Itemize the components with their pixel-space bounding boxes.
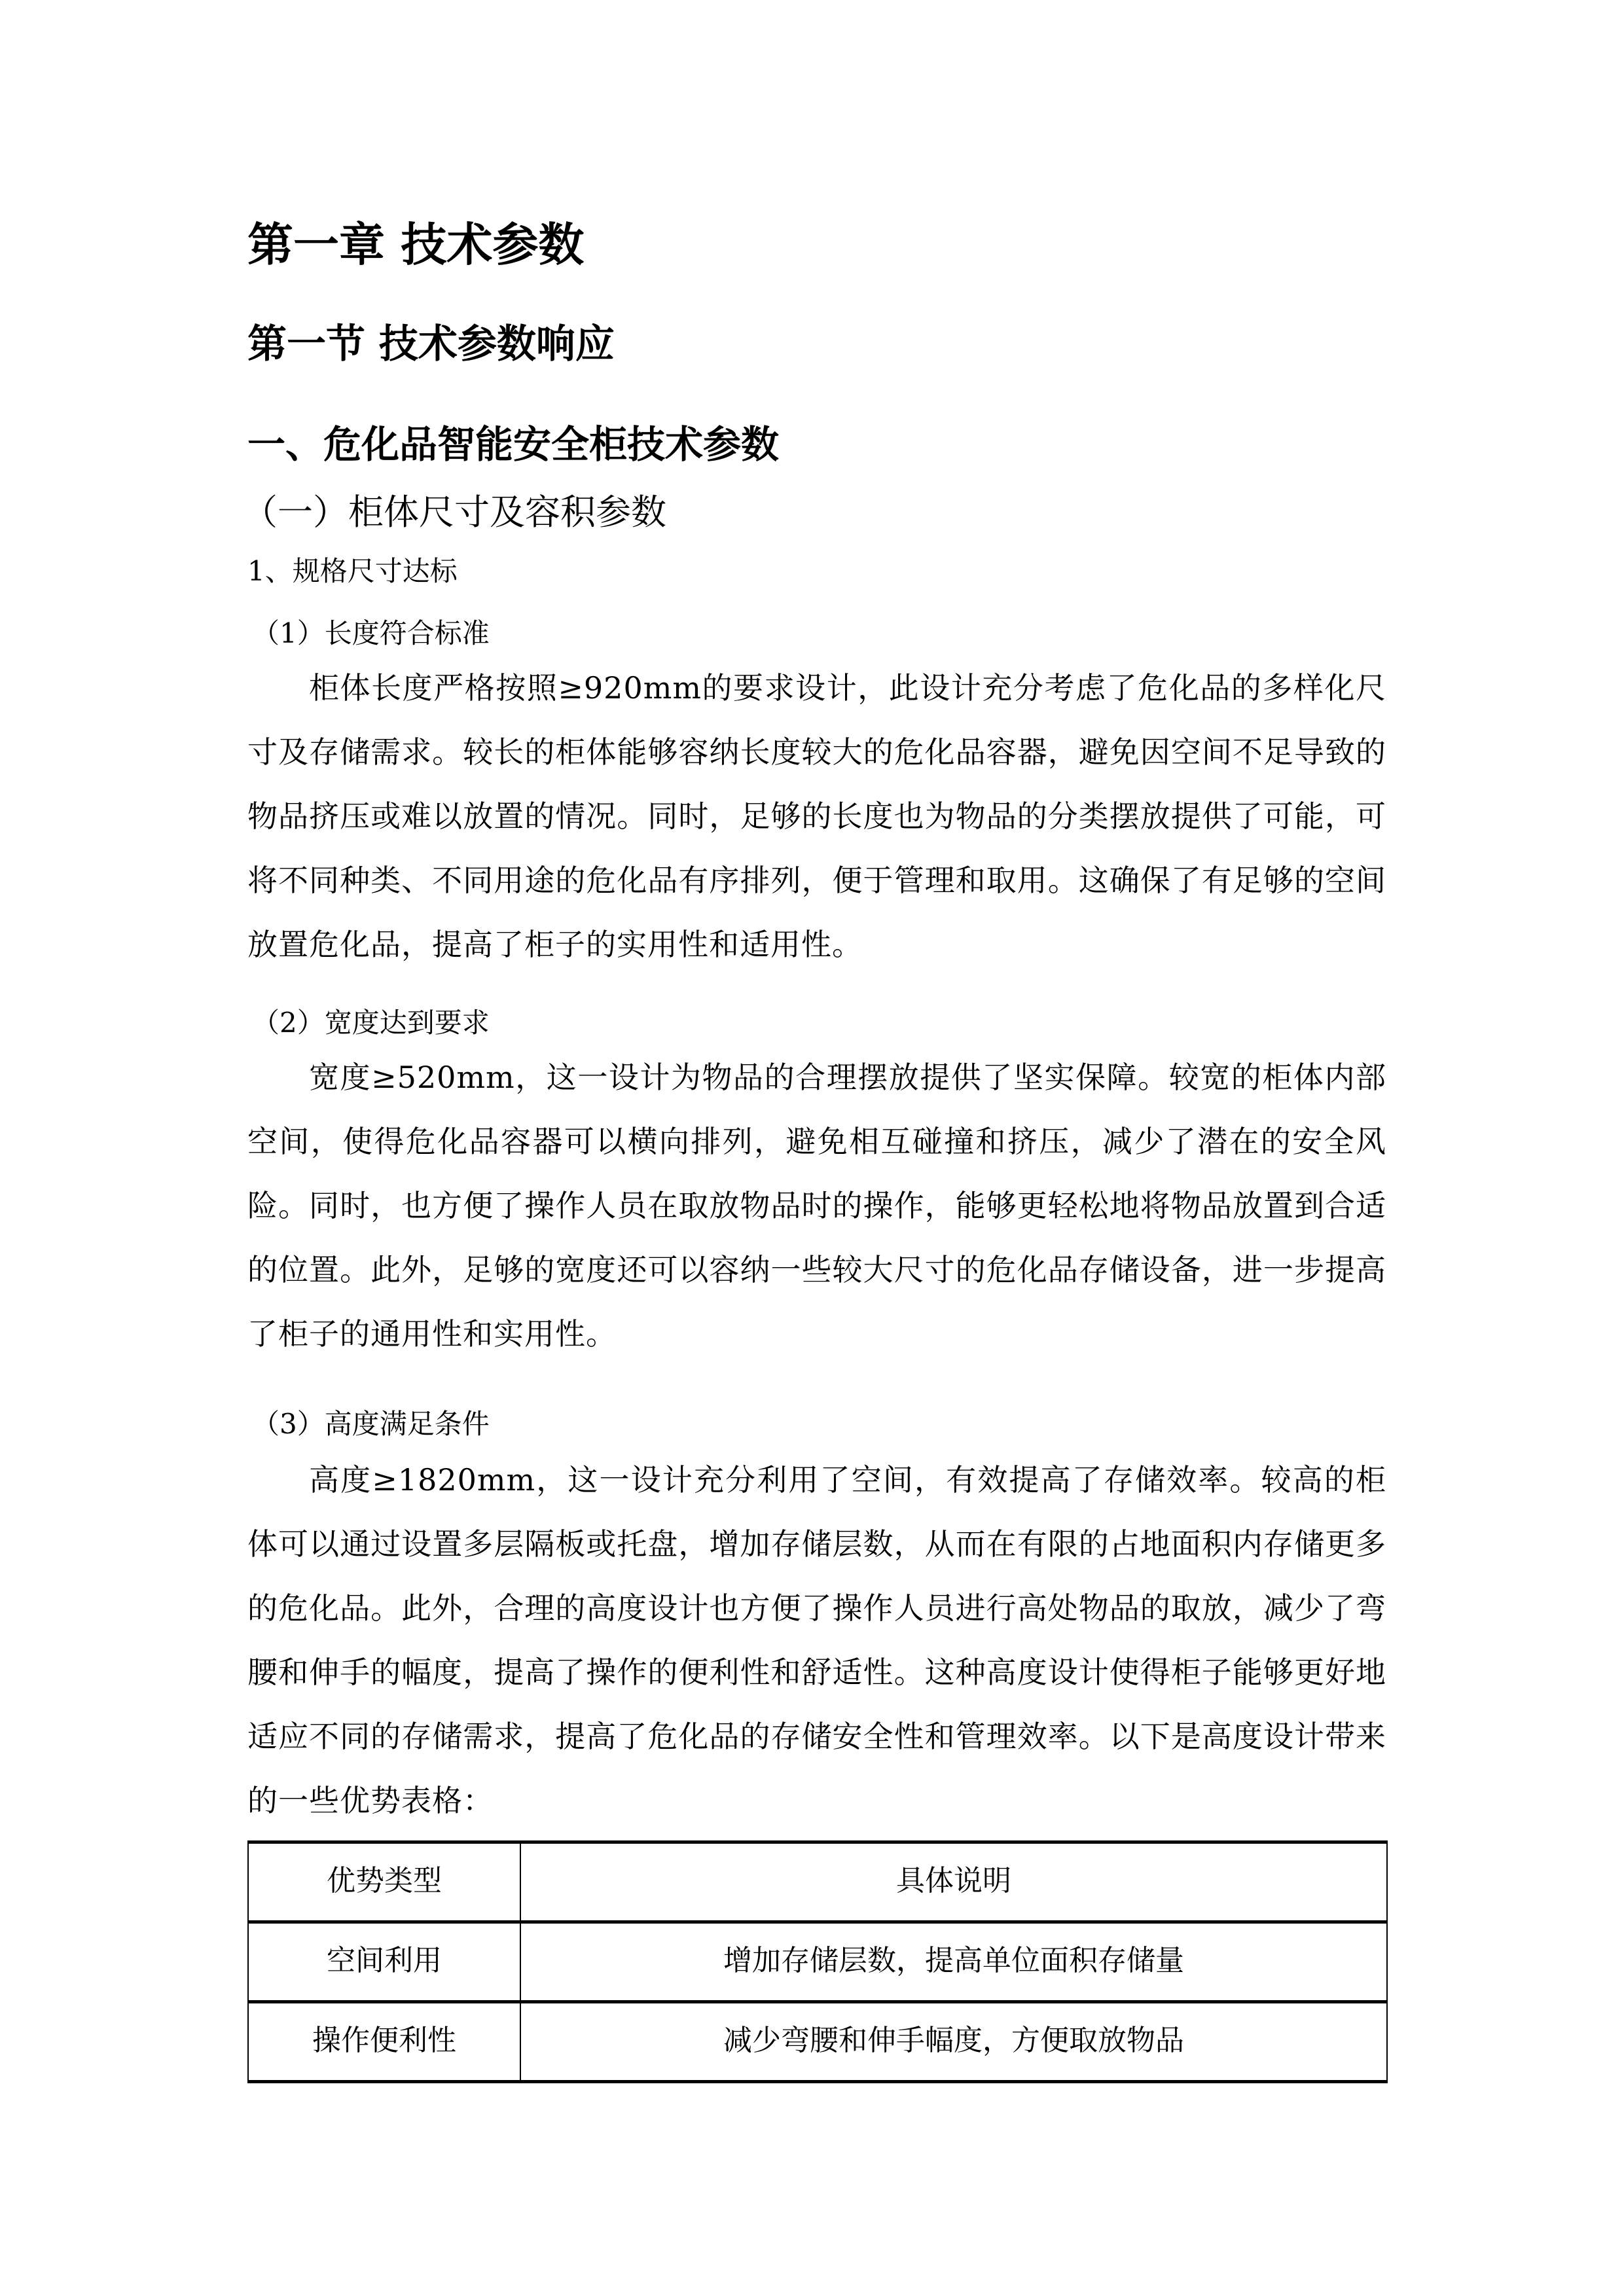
table-cell: 空间利用 — [248, 1922, 520, 2002]
table-cell: 增加存储层数，提高单位面积存储量 — [520, 1922, 1387, 2002]
advantages-table — [247, 1840, 1388, 2083]
part-title: （一）柜体尺寸及容积参数 — [242, 492, 666, 533]
length-paragraph: 柜体长度严格按照≥920mm的要求设计，此设计充分考虑了危化品的多样化尺寸及存储需求。较长的柜体能够容纳长度较大的危化品容器，避免因空间不足导致的物品挤压或难以放置的情况。同时，足够的长度也为物品的分类摆放提供了可能，可将不同种类、不同用途的危化品有序排列，便于管理和取用。这确保了有足够的空间放置危化品，提高了柜子的实用性和适用性。 — [247, 670, 1386, 962]
table-row — [248, 2002, 1387, 2082]
subsection-title: 一、危化品智能安全柜技术参数 — [247, 422, 780, 467]
table-row — [248, 1922, 1387, 2002]
length-heading: （1）长度符合标准 — [252, 617, 490, 649]
width-heading: （2）宽度达到要求 — [252, 1007, 490, 1039]
section-title: 第一节 技术参数响应 — [247, 321, 615, 367]
item-title: 1、规格尺寸达标 — [247, 555, 458, 587]
table-cell: 操作便利性 — [248, 2002, 520, 2082]
table-header-row — [248, 1842, 1387, 1922]
width-paragraph: 宽度≥520mm，这一设计为物品的合理摆放提供了坚实保障。较宽的柜体内部空间，使得危化品容器可以横向排列，避免相互碰撞和挤压，减少了潜在的安全风险。同时，也方便了操作人员在取放物品时的操作，能够更轻松地将物品放置到合适的位置。此外，足够的宽度还可以容纳一些较大尺寸的危化品存储设备，进一步提高了柜子的通用性和实用性。 — [247, 1060, 1386, 1352]
height-paragraph: 高度≥1820mm，这一设计充分利用了空间，有效提高了存储效率。较高的柜体可以通过设置多层隔板或托盘，增加存储层数，从而在有限的占地面积内存储更多的危化品。此外，合理的高度设计也方便了操作人员进行高处物品的取放，减少了弯腰和伸手的幅度，提高了操作的便利性和舒适性。这种高度设计使得柜子能够更好地适应不同的存储需求，提高了危化品的存储安全性和管理效率。以下是高度设计带来的一些优势表格： — [247, 1462, 1386, 1818]
chapter-title: 第一章 技术参数 — [247, 218, 585, 272]
table-cell: 减少弯腰和伸手幅度，方便取放物品 — [520, 2002, 1387, 2082]
table-header-cell: 具体说明 — [520, 1842, 1387, 1922]
height-heading: （3）高度满足条件 — [252, 1408, 490, 1440]
table-header-cell: 优势类型 — [248, 1842, 520, 1922]
